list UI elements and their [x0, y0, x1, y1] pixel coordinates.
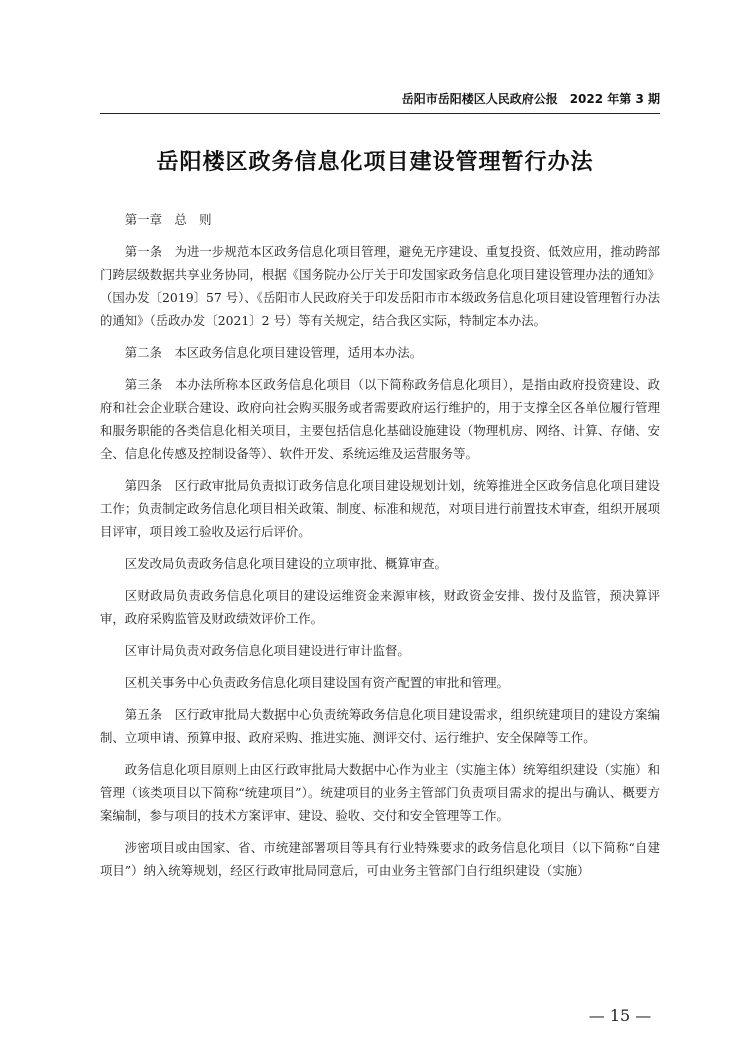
document-title: 岳阳楼区政务信息化项目建设管理暂行办法	[156, 149, 594, 175]
article-1: 第一条 为进一步规范本区政务信息化项目管理，避免无序建设、重复投资、低效应用，推动跨部门跨层级数据共享业务协同，根据《国务院办公厅关于印发国家政务信息化项目建设管理办法的通知》（国办发〔2019〕57 号）、《岳阳市人民政府关于印发岳阳市市本级政务信息化项目建设管理暂行办法的通知》（岳政办发〔2021〕2 号）等有关规定，结合我区实际，特制定本办法。	[100, 244, 660, 328]
article-2: 第二条 本区政务信息化项目建设管理，适用本办法。	[124, 345, 423, 360]
article-4: 第四条 区行政审批局负责拟订政务信息化项目建设规划计划，统筹推进全区政务信息化项目建设工作；负责制定政务信息化项目相关政策、制度、标准和规范，对项目进行前置技术审查，组织开展项目评审，项目竣工验收及运行后评价。	[100, 478, 660, 539]
paragraph-development-reform: 区发改局负责政务信息化项目建设的立项审批、概算审查。	[124, 556, 447, 571]
chapter-heading: 第一章 总 则	[124, 212, 212, 227]
running-header	[100, 90, 660, 114]
paragraph-affairs-center: 区机关事务中心负责政务信息化项目建设国有资产配置的审批和管理。	[124, 675, 509, 690]
article-5: 第五条 区行政审批局大数据中心负责统筹政务信息化项目建设需求，组织统建项目的建设方案编制、立项申请、预算申报、政府采购、推进实施、测评交付、运行维护、安全保障等工作。	[100, 707, 660, 745]
article-3: 第三条 本办法所称本区政务信息化项目（以下简称政务信息化项目），是指由政府投资建设、政府和社会企业联合建设、政府向社会购买服务或者需要政府运行维护的，用于支撑全区各单位履行管理和服务职能的各类信息化相关项目，主要包括信息化基础设施建设（物理机房、网络、计算、存储、安全、信息化传感及控制设备等）、软件开发、系统运维及运营服务等。	[100, 377, 660, 461]
document-body	[100, 208, 660, 891]
paragraph-audit: 区审计局负责对政务信息化项目建设进行审计监督。	[124, 643, 410, 658]
paragraph-unified-projects: 政务信息化项目原则上由区行政审批局大数据中心作为业主（实施主体）统筹组织建设（实施）和管理（该类项目以下简称“统建项目”）。统建项目的业务主管部门负责项目需求的提出与确认、概要方案编制，参与项目的技术方案评审、建设、验收、交付和安全管理等工作。	[100, 762, 660, 823]
page-number: — 15 —	[588, 1006, 652, 1025]
header-text: 岳阳市岳阳楼区人民政府公报 2022 年第 3 期	[401, 92, 660, 106]
paragraph-self-built-projects: 涉密项目或由国家、省、市统建部署项目等具有行业特殊要求的政务信息化项目（以下简称“自建项目”）纳入统筹规划，经区行政审批局同意后，可由业务主管部门自行组织建设（实施）	[100, 840, 660, 878]
paragraph-finance: 区财政局负责政务信息化项目的建设运维资金来源审核，财政资金安排、拨付及监管，预决算评审，政府采购监管及财政绩效评价工作。	[100, 588, 660, 626]
